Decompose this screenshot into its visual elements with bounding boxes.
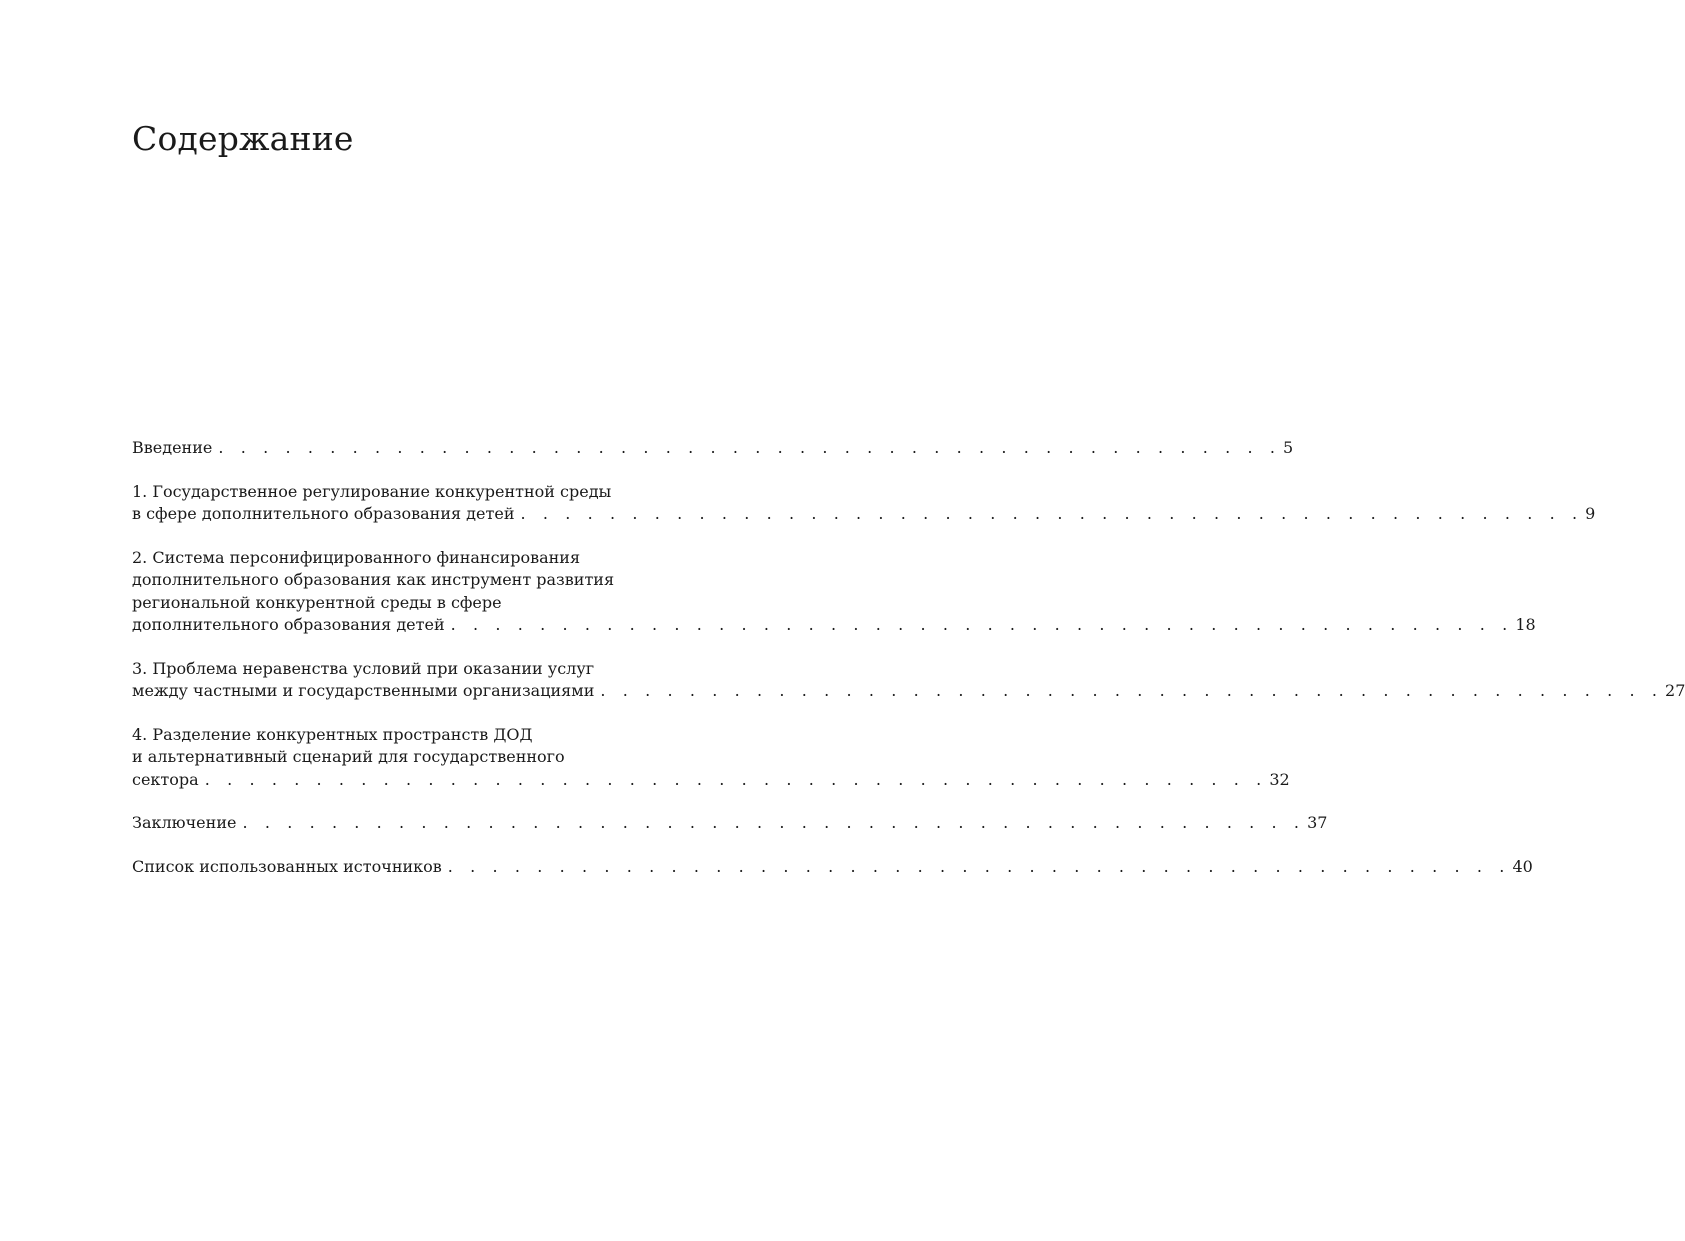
toc-entry-chapter-2[interactable] — [132, 547, 1536, 637]
toc-page-number: 40 — [1512, 856, 1533, 876]
toc-entry-chapter-1[interactable] — [132, 481, 1596, 526]
toc-entry-title-line: 1. Государственное регулирование конкурентной среды — [132, 481, 612, 501]
toc-entry-title-line: 3. Проблема неравенства условий при оказании услуг — [132, 658, 595, 678]
toc-entry-chapter-4[interactable] — [132, 724, 1290, 792]
toc-entry-title: Введение — [132, 438, 213, 457]
toc-entry-title-line: дополнительного образования как инструмент развития — [132, 570, 615, 589]
toc-page-number: 5 — [1283, 438, 1294, 457]
toc-entry-references[interactable] — [132, 856, 1533, 879]
toc-entry-title-line: в сфере дополнительного образования детей — [132, 504, 515, 523]
toc-entry-title: Заключение — [132, 813, 237, 832]
toc-entry-title-line: между частными и государственными организациями — [132, 681, 595, 700]
toc-entry-title-line: 4. Разделение конкурентных пространств ДОД — [132, 724, 533, 744]
toc-leader-dots: . . . . . . . . . . . . . . . . . . . . . . . . . . . . . . . . . . . . . . . . . . . . . . . . — [520, 504, 1584, 523]
toc-page-number: 37 — [1307, 813, 1328, 832]
toc-entry-title-line: региональной конкурентной среды в сфере — [132, 592, 502, 612]
page-title: Содержание — [132, 119, 354, 158]
toc-page-number: 18 — [1515, 615, 1536, 634]
toc-entry-chapter-3[interactable] — [132, 658, 1685, 703]
toc-leader-dots: . . . . . . . . . . . . . . . . . . . . . . . . . . . . . . . . . . . . . . . . . . . . . . . . — [447, 856, 1511, 876]
toc-entry-title-line: дополнительного образования детей — [132, 615, 445, 634]
toc-leader-dots: . . . . . . . . . . . . . . . . . . . . . . . . . . . . . . . . . . . . . . . . . . . . . . . . — [218, 438, 1282, 457]
table-of-contents — [132, 437, 1685, 899]
toc-page-number: 9 — [1585, 504, 1596, 523]
toc-leader-dots: . . . . . . . . . . . . . . . . . . . . . . . . . . . . . . . . . . . . . . . . . . . . . . . . — [242, 813, 1306, 832]
toc-entry-introduction[interactable] — [132, 437, 1294, 460]
toc-leader-dots: . . . . . . . . . . . . . . . . . . . . . . . . . . . . . . . . . . . . . . . . . . . . . . . . — [600, 681, 1664, 700]
toc-entry-conclusion[interactable] — [132, 812, 1328, 835]
toc-entry-title-line: и альтернативный сценарий для государственного — [132, 747, 565, 766]
toc-page-number: 32 — [1269, 769, 1290, 789]
toc-leader-dots: . . . . . . . . . . . . . . . . . . . . . . . . . . . . . . . . . . . . . . . . . . . . . . . . — [450, 615, 1514, 634]
toc-leader-dots: . . . . . . . . . . . . . . . . . . . . . . . . . . . . . . . . . . . . . . . . . . . . . . . . — [204, 769, 1268, 789]
toc-entry-title-line: сектора — [132, 769, 199, 789]
toc-page-number: 27 — [1665, 681, 1685, 700]
toc-entry-title: Список использованных источников — [132, 856, 442, 876]
toc-entry-title-line: 2. Система персонифицированного финансирования — [132, 547, 581, 567]
